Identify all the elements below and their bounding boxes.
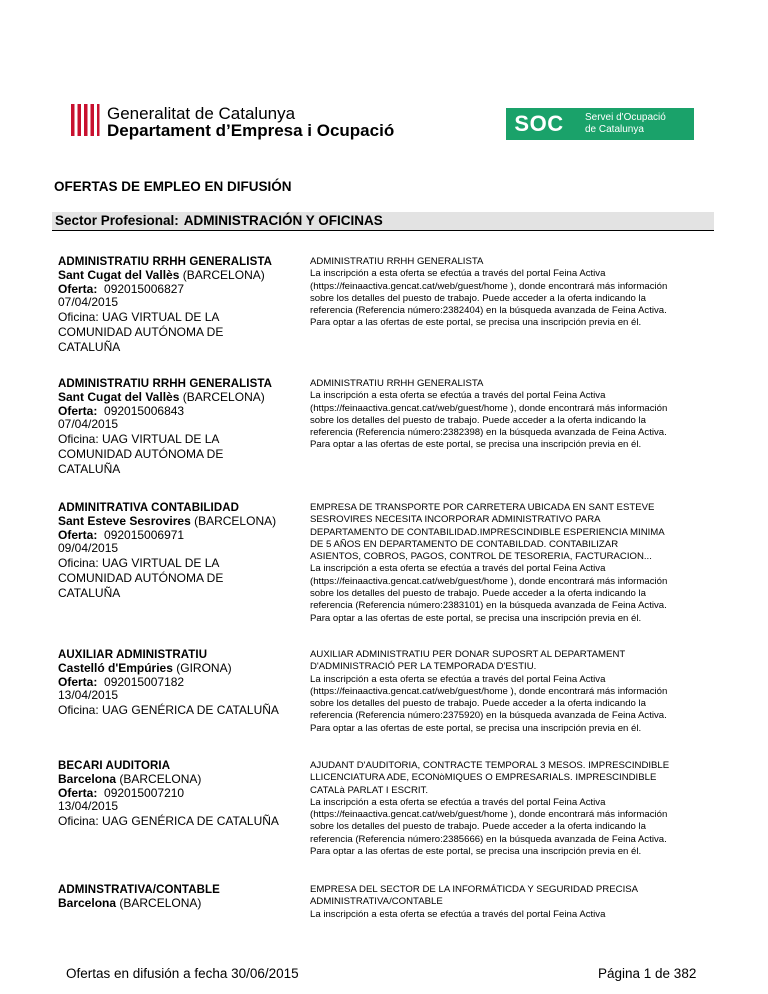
offer-description <box>310 378 720 452</box>
description-line: sobre los detalles del puesto de trabajo. Puede acceder a la oferta indicando la <box>310 698 647 710</box>
offer-summary <box>58 502 298 601</box>
offer-city: Castelló d'Empúries <box>58 661 173 676</box>
offer-label: Oferta: <box>58 785 98 800</box>
offer-location <box>58 391 298 404</box>
offer-number <box>58 529 298 542</box>
offer-summary <box>58 378 298 477</box>
office-line: Oficina: UAG VIRTUAL DE LA <box>58 431 220 446</box>
description-line: D'ADMINISTRACIÓ PER LA TEMPORADA D'ESTIU. <box>310 661 537 673</box>
offer-city: Barcelona <box>58 772 117 787</box>
office-line: COMUNIDAD AUTÓNOMA DE <box>58 446 224 461</box>
office-line: CATALUÑA <box>58 585 121 600</box>
description-line: ASIENTOS, COBROS, PAGOS, CONTROL DE TESORERIA, FACTURACION... <box>310 551 652 563</box>
offer-location <box>58 269 298 282</box>
office-line: Oficina: UAG GENÉRICA DE CATALUÑA <box>58 702 279 717</box>
description-line: (https://feinaactiva.gencat.cat/web/guest/home ), donde encontrará más información <box>310 575 668 587</box>
description-line: Para optar a las ofertas de este portal, se precisa una inscripción previa en él. <box>310 439 642 451</box>
offer-summary <box>58 760 298 829</box>
office-line: CATALUÑA <box>58 461 121 476</box>
offer-summary <box>58 884 298 911</box>
offer-date: 13/04/2015 <box>58 688 119 703</box>
description-line: DEPARTAMENTO DE CONTABILIDAD.IMPRESCINDIBLE ESPERIENCIA MINIMA <box>310 526 665 538</box>
offer-office <box>58 432 298 477</box>
offer-title: BECARI AUDITORIA <box>58 760 171 772</box>
offer-number <box>58 283 298 296</box>
offer-office <box>58 814 298 829</box>
offer-title: ADMINISTRATIU RRHH GENERALISTA <box>58 256 273 268</box>
description-line: (https://feinaactiva.gencat.cat/web/guest/home ), donde encontrará más información <box>310 685 668 697</box>
offer-title: ADMINITRATIVA CONTABILIDAD <box>58 502 240 514</box>
page-title: OFERTAS DE EMPLEO EN DIFUSIÓN <box>54 179 292 194</box>
description-line: ADMINISTRATIU RRHH GENERALISTA <box>310 256 484 267</box>
description-line: La inscripción a esta oferta se efectúa a través del portal Feina Activa <box>310 563 606 575</box>
sector-value: ADMINISTRACIÓN Y OFICINAS <box>183 213 383 228</box>
description-line: AJUDANT D'AUDITORIA, CONTRACTE TEMPORAL 3 MESOS. IMPRESCINDIBLE <box>310 760 670 771</box>
description-line: La inscripción a esta oferta se efectúa a través del portal Feina Activa <box>310 673 606 685</box>
generalitat-name: Generalitat de Catalunya <box>107 104 296 123</box>
offer-city: Sant Esteve Sesrovires <box>58 514 191 529</box>
offer-title: AUXILIAR ADMINISTRATIU <box>58 649 208 661</box>
description-line: La inscripción a esta oferta se efectúa a través del portal Feina Activa <box>310 908 606 920</box>
offer-number <box>58 405 298 418</box>
offer-city: Sant Cugat del Vallès <box>58 268 180 283</box>
offer-description <box>310 502 720 625</box>
offer-office <box>58 556 298 601</box>
offer-summary <box>58 649 298 718</box>
offer-code: 092015007182 <box>104 674 185 689</box>
office-line: Oficina: UAG VIRTUAL DE LA <box>58 555 220 570</box>
office-line: COMUNIDAD AUTÓNOMA DE <box>58 324 224 339</box>
offer-office <box>58 310 298 355</box>
offer-code: 092015007210 <box>104 785 185 800</box>
offer-label: Oferta: <box>58 281 98 296</box>
description-line: EMPRESA DEL SECTOR DE LA INFORMÁTICDA Y SEGURIDAD PRECISA <box>310 884 639 895</box>
description-line: (https://feinaactiva.gencat.cat/web/guest/home ), donde encontrará más información <box>310 809 668 821</box>
offer-code: 092015006971 <box>104 527 185 542</box>
offer-office <box>58 703 298 718</box>
offer-location <box>58 773 298 786</box>
offer-date: 13/04/2015 <box>58 799 119 814</box>
description-line: La inscripción a esta oferta se efectúa a través del portal Feina Activa <box>310 796 606 808</box>
description-line: sobre los detalles del puesto de trabajo. Puede acceder a la oferta indicando la <box>310 821 647 833</box>
soc-arrow-icon <box>570 108 579 140</box>
description-line: Para optar a las ofertas de este portal, se precisa una inscripción previa en él. <box>310 846 642 858</box>
office-line: COMUNIDAD AUTÓNOMA DE <box>58 570 224 585</box>
description-line: sobre los detalles del puesto de trabajo. Puede acceder a la oferta indicando la <box>310 588 647 600</box>
offer-number <box>58 787 298 800</box>
offer-location <box>58 897 298 910</box>
page-header <box>0 0 768 150</box>
description-line: Para optar a las ofertas de este portal, se precisa una inscripción previa en él. <box>310 317 642 329</box>
description-line: referencia (Referencia número:2375920) en la búsqueda avanzada de Feina Activa. <box>310 710 667 722</box>
offer-title: ADMINISTRATIU RRHH GENERALISTA <box>58 378 273 390</box>
footer-date: Ofertas en difusión a fecha 30/06/2015 <box>66 966 299 981</box>
generalitat-logo <box>70 103 100 137</box>
offer-province: (GIRONA) <box>176 661 232 676</box>
offer-title: ADMINSTRATIVA/CONTABLE <box>58 884 220 896</box>
offer-date: 09/04/2015 <box>58 541 119 556</box>
description-line: ADMINISTRATIVA/CONTABLE <box>310 896 443 908</box>
description-line: Para optar a las ofertas de este portal, se precisa una inscripción previa en él. <box>310 612 642 624</box>
description-line: Para optar a las ofertas de este portal, se precisa una inscripción previa en él. <box>310 722 642 734</box>
offer-label: Oferta: <box>58 527 98 542</box>
description-line: referencia (Referencia número:2385666) en la búsqueda avanzada de Feina Activa. <box>310 833 667 845</box>
description-line: referencia (Referencia número:2382404) en la búsqueda avanzada de Feina Activa. <box>310 305 667 317</box>
offer-location <box>58 662 298 675</box>
department-name: Departament d’Empresa i Ocupació <box>107 121 395 140</box>
page-number: Página 1 de 382 <box>598 966 697 981</box>
description-line: La inscripción a esta oferta se efectúa a través del portal Feina Activa <box>310 268 606 280</box>
description-line: referencia (Referencia número:2383101) en la búsqueda avanzada de Feina Activa. <box>310 600 667 612</box>
offer-location <box>58 515 298 528</box>
soc-line-2: de Catalunya <box>585 124 644 135</box>
offer-province: (BARCELONA) <box>182 390 265 405</box>
offer-city: Sant Cugat del Vallès <box>58 390 180 405</box>
description-line: (https://feinaactiva.gencat.cat/web/guest/home ), donde encontrará más información <box>310 402 668 414</box>
offer-province: (BARCELONA) <box>182 268 265 283</box>
soc-line-1: Servei d'Ocupació <box>585 112 666 123</box>
offer-code: 092015006843 <box>104 403 185 418</box>
description-line: (https://feinaactiva.gencat.cat/web/guest/home ), donde encontrará más información <box>310 280 668 292</box>
offer-province: (BARCELONA) <box>194 514 277 529</box>
sector-header <box>52 212 714 231</box>
description-line: CATALà PARLAT I ESCRIT. <box>310 784 428 796</box>
sector-label: Sector Profesional: <box>55 213 179 228</box>
description-line: sobre los detalles del puesto de trabajo. Puede acceder a la oferta indicando la <box>310 292 647 304</box>
office-line: Oficina: UAG VIRTUAL DE LA <box>58 309 220 324</box>
description-line: AUXILIAR ADMINISTRATIU PER DONAR SUPOSRT AL DEPARTAMENT <box>310 649 626 660</box>
offer-summary <box>58 256 298 355</box>
offer-description <box>310 884 720 921</box>
offer-number <box>58 676 298 689</box>
office-line: Oficina: UAG GENÉRICA DE CATALUÑA <box>58 813 279 828</box>
offer-label: Oferta: <box>58 674 98 689</box>
description-line: referencia (Referencia número:2382398) en la búsqueda avanzada de Feina Activa. <box>310 427 667 439</box>
offer-description <box>310 256 720 330</box>
description-line: DE 5 AÑOS EN DEPARTAMENTO DE CONTABILDAD. CONTABILIZAR <box>310 538 619 550</box>
description-line: sobre los detalles del puesto de trabajo. Puede acceder a la oferta indicando la <box>310 414 647 426</box>
offer-province: (BARCELONA) <box>119 896 202 911</box>
offer-date: 07/04/2015 <box>58 417 119 432</box>
soc-fullname <box>572 108 694 140</box>
offer-label: Oferta: <box>58 403 98 418</box>
offer-description <box>310 760 720 858</box>
description-line: SESROVIRES NECESITA INCORPORAR ADMINISTRATIVO PARA <box>310 514 601 526</box>
offer-city: Barcelona <box>58 896 117 911</box>
offer-description <box>310 649 720 735</box>
office-line: CATALUÑA <box>58 339 121 354</box>
description-line: ADMINISTRATIU RRHH GENERALISTA <box>310 378 484 389</box>
offer-code: 092015006827 <box>104 281 185 296</box>
description-line: La inscripción a esta oferta se efectúa a través del portal Feina Activa <box>310 390 606 402</box>
offer-date: 07/04/2015 <box>58 295 119 310</box>
description-line: LLICENCIATURA ADE, ECONòMIQUES O EMPRESARIALS. IMPRESCINDIBLE <box>310 772 657 784</box>
description-line: EMPRESA DE TRANSPORTE POR CARRETERA UBICADA EN SANT ESTEVE <box>310 502 655 513</box>
soc-logo: SOC <box>506 108 572 140</box>
offer-province: (BARCELONA) <box>119 772 202 787</box>
